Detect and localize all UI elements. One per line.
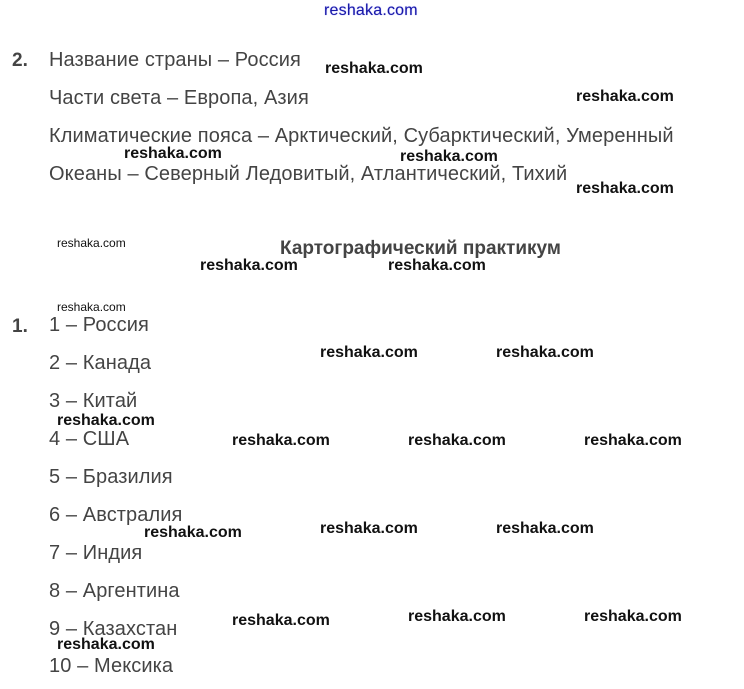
watermark: reshaka.com xyxy=(232,612,330,629)
watermark: reshaka.com xyxy=(496,520,594,537)
list-item: 3 – Китай xyxy=(49,390,138,412)
list-item: 6 – Австралия xyxy=(49,504,183,526)
list-item: 2 – Канада xyxy=(49,352,152,374)
list-item: 8 – Аргентина xyxy=(49,580,180,602)
watermark: reshaka.com xyxy=(232,432,330,449)
watermark: reshaka.com xyxy=(576,88,674,105)
watermark: reshaka.com xyxy=(57,412,155,429)
list-item: 4 – США xyxy=(49,428,130,450)
list-item: 7 – Индия xyxy=(49,542,143,564)
country-name-line: Название страны – Россия xyxy=(49,49,301,71)
watermark: reshaka.com xyxy=(320,344,418,361)
watermark: reshaka.com xyxy=(325,60,423,77)
climate-zones-line: Климатические пояса – Арктический, Субарктический, Умеренный xyxy=(49,125,674,147)
watermark: reshaka.com xyxy=(408,432,506,449)
watermark: reshaka.com xyxy=(496,344,594,361)
watermark: reshaka.com xyxy=(576,180,674,197)
watermark: reshaka.com xyxy=(57,300,126,314)
question-number-1: 1. xyxy=(12,316,28,337)
watermark: reshaka.com xyxy=(57,236,126,250)
list-item: 1 – Россия xyxy=(49,314,149,336)
watermark: reshaka.com xyxy=(408,608,506,625)
watermark: reshaka.com xyxy=(124,145,222,162)
list-item: 9 – Казахстан xyxy=(49,618,178,640)
watermark: reshaka.com xyxy=(320,520,418,537)
list-item: 5 – Бразилия xyxy=(49,466,173,488)
oceans-line: Океаны – Северный Ледовитый, Атлантический, Тихий xyxy=(49,163,568,185)
watermark: reshaka.com xyxy=(584,608,682,625)
watermark: reshaka.com xyxy=(200,257,298,274)
watermark: reshaka.com xyxy=(400,148,498,165)
practicum-heading: Картографический практикум xyxy=(280,238,561,259)
world-parts-line: Части света – Европа, Азия xyxy=(49,87,309,109)
watermark: reshaka.com xyxy=(144,524,242,541)
question-number-2: 2. xyxy=(12,50,28,71)
list-item: 10 – Мексика xyxy=(49,655,174,677)
watermark: reshaka.com xyxy=(388,257,486,274)
watermark: reshaka.com xyxy=(584,432,682,449)
site-header-link[interactable]: reshaka.com xyxy=(324,2,418,19)
watermark: reshaka.com xyxy=(57,636,155,653)
